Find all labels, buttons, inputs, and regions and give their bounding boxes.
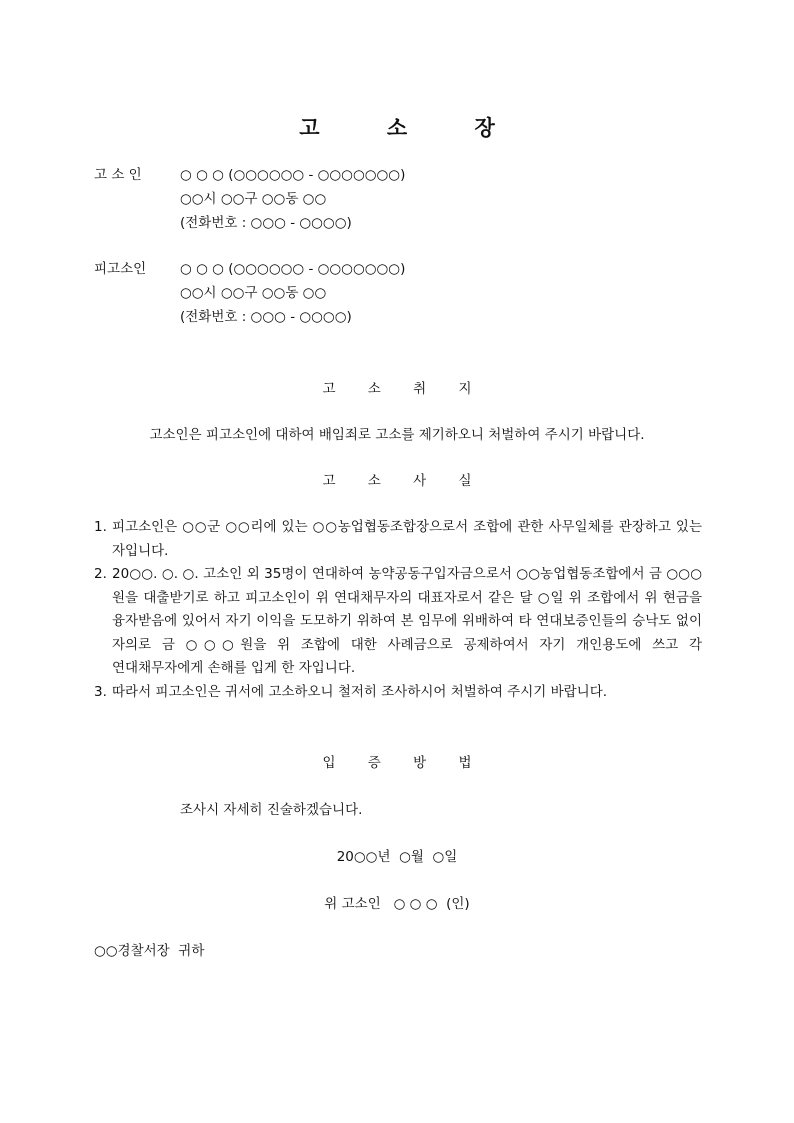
accused-name-line: ○ ○ ○ (○○○○○○ - ○○○○○○○) <box>180 261 406 277</box>
evidence-text: 조사시 자세히 진술하겠습니다. <box>180 802 363 818</box>
facts-heading: 고 소 사 실 <box>322 473 486 489</box>
date-line: 20○○년 ○월 ○일 <box>336 849 458 865</box>
fact-number: 2. <box>94 566 107 582</box>
evidence-heading: 입 증 방 법 <box>322 755 486 771</box>
signature-line: 위 고소인 ○ ○ ○ (인) <box>324 896 470 912</box>
facts-list <box>94 516 702 704</box>
fact-text: 피고소인은 ○○군 ○○리에 있는 ○○농업협동조합장으로서 조합에 관한 사무일체를 관장하고 있는 자입니다. <box>112 519 702 559</box>
fact-text: 20○○. ○. ○. 고소인 외 35명이 연대하여 농약공동구입자금으로서 ○○농업협동조합에서 금 ○○○원을 대출받기로 하고 피고소인이 위 연대채무자의 대표자로서 같은 달 ○일 위 조합에서 위 현금을 융자받음에 있어서 자기 이익을 도모하기 위하여 본 임무에 위배하여 타 연대보증인들의 승낙도 없이 자의로 금 ○○○원을 위 조합에 대한 사례금으로 공제하여서 자기 개인용도에 쓰고 각 연대채무자에게 손해를 입게 한 자입니다. <box>112 566 702 676</box>
fact-item <box>94 516 702 563</box>
document-title: 고 소 장 <box>299 116 525 140</box>
fact-number: 1. <box>94 519 107 535</box>
purpose-heading: 고 소 취 지 <box>322 381 486 397</box>
fact-item <box>94 681 702 705</box>
accused-address-line: ○○시 ○○구 ○○동 ○○ <box>180 285 327 301</box>
fact-item <box>94 563 702 681</box>
accused-label: 피고소인 <box>94 261 147 277</box>
complainant-label: 고 소 인 <box>94 167 142 183</box>
addressee-line: ○○경찰서장 귀하 <box>94 943 205 959</box>
fact-text: 따라서 피고소인은 귀서에 고소하오니 철저히 조사하시어 처벌하여 주시기 바랍니다. <box>112 683 608 700</box>
complainant-phone-line: (전화번호 : ○○○ - ○○○○) <box>180 215 352 231</box>
purpose-text: 고소인은 피고소인에 대하여 배임죄로 고소를 제기하오니 처벌하여 주시기 바랍니다. <box>149 427 645 443</box>
fact-number: 3. <box>94 683 107 700</box>
complainant-address-line: ○○시 ○○구 ○○동 ○○ <box>180 191 327 207</box>
accused-phone-line: (전화번호 : ○○○ - ○○○○) <box>180 309 352 325</box>
complainant-name-line: ○ ○ ○ (○○○○○○ - ○○○○○○○) <box>180 167 406 183</box>
